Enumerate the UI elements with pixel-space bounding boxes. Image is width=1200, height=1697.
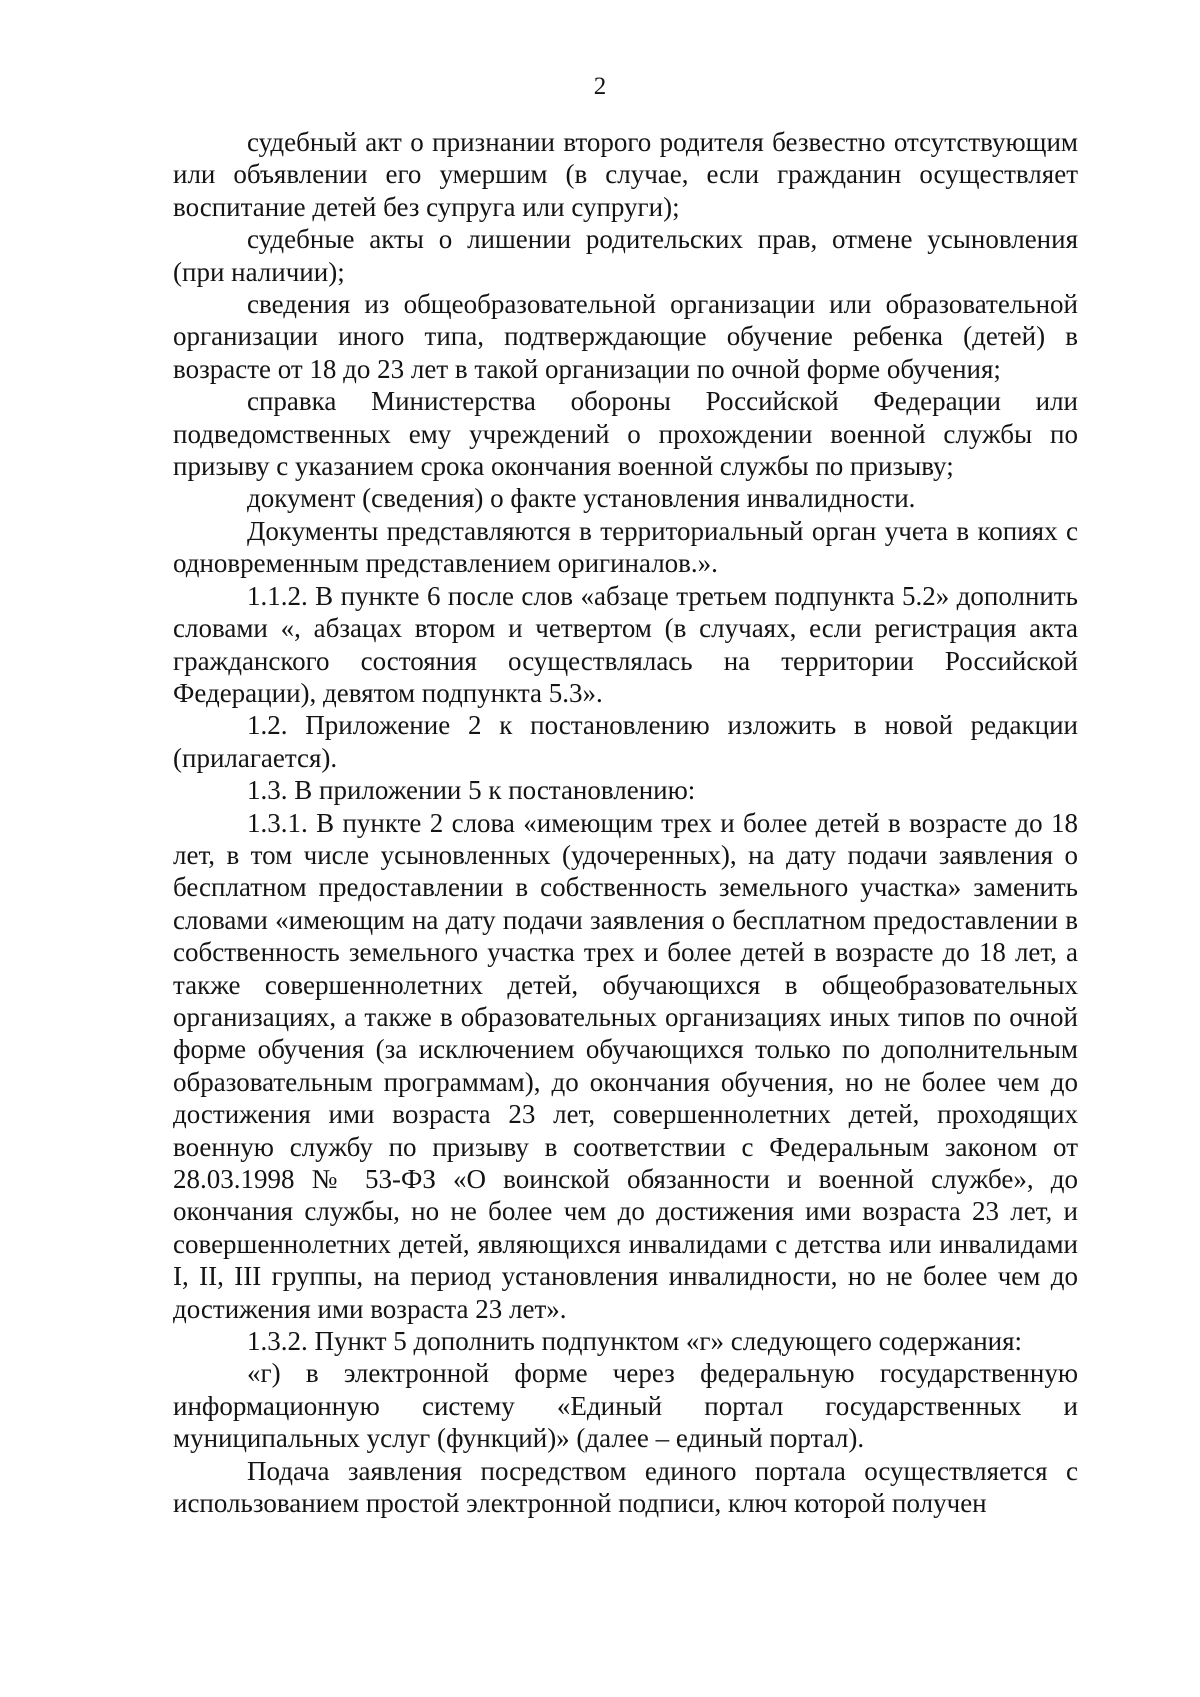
- paragraph-military-certificate: справка Министерства обороны Российской Федерации или подведомственных ему учреждений о прохождении военной службы по призыву с указанием срока окончания военной службы по призыву;: [173, 386, 1078, 482]
- paragraph-item-1-3-1: 1.3.1. В пункте 2 слова «имеющим трех и более детей в возрасте до 18 лет, в том числе усыновленных (удочеренных), на дату подачи заявления о бесплатном предоставлении в собственность земельного участка» заменить словами «имеющим на дату подачи заявления о бесплатном предоставлении в собственность земельного участка трех и более детей в возрасте до 18 лет, а также совершеннолетних детей, обучающихся в общеобразовательных организациях, а также в образовательных организациях иных типов по очной форме обучения (за исключением обучающихся только по дополнительным образовательным программам), до окончания обучения, но не более чем до достижения ими возраста 23 лет, совершеннолетних детей, проходящих военную службу по призыву в соответствии с Федеральным законом от 28.03.1998 № 53-ФЗ «О воинской обязанности и военной службе», до окончания службы, но не более чем до достижения ими возраста 23 лет, и совершеннолетних детей, являющихся инвалидами с детства или инвалидами I, II, III группы, на период установления инвалидности, но не более чем до достижения ими возраста 23 лет».: [173, 807, 1078, 1324]
- paragraph-subitem-g: «г) в электронной форме через федеральную государственную информационную систему «Единый портал государственных и муниципальных услуг (функций)» (далее – единый портал).: [173, 1358, 1078, 1454]
- paragraph-portal-submission: Подача заявления посредством единого портала осуществляется с использованием простой электронной подписи, ключ которой получен: [173, 1455, 1078, 1519]
- page-number: 2: [593, 73, 607, 100]
- paragraph-education-info: сведения из общеобразовательной организации или образовательной организации иного типа, подтверждающие обучение ребенка (детей) в возрасте от 18 до 23 лет в такой организации по очной форме обучения;: [173, 289, 1078, 384]
- paragraph-court-act-parent-missing: судебный акт о признании второго родителя безвестно отсутствующим или объявлении его умершим (в случае, если гражданин осуществляет воспитание детей без супруга или супруги);: [173, 127, 1078, 222]
- paragraph-item-1-1-2: 1.1.2. В пункте 6 после слов «абзаце третьем подпункта 5.2» дополнить словами «, абзацах втором и четвертом (в случаях, если регистрация акта гражданского состояния осуществлялась на территории Российской Федерации), девятом подпункта 5.3».: [173, 580, 1078, 708]
- paragraph-disability-document: документ (сведения) о факте установления инвалидности.: [247, 483, 916, 514]
- paragraph-item-1-2: 1.2. Приложение 2 к постановлению изложить в новой редакции (прилагается).: [173, 710, 1078, 773]
- paragraph-item-1-3-2: 1.3.2. Пункт 5 дополнить подпунктом «г» следующего содержания:: [247, 1326, 1023, 1357]
- paragraph-court-acts-parental-rights: судебные акты о лишении родительских прав, отмене усыновления (при наличии);: [173, 224, 1078, 287]
- paragraph-item-1-3: 1.3. В приложении 5 к постановлению:: [247, 775, 696, 806]
- body-text: [173, 126, 1078, 1519]
- paragraph-documents-copies: Документы представляются в территориальный орган учета в копиях с одновременным представлением оригиналов.».: [173, 515, 1078, 579]
